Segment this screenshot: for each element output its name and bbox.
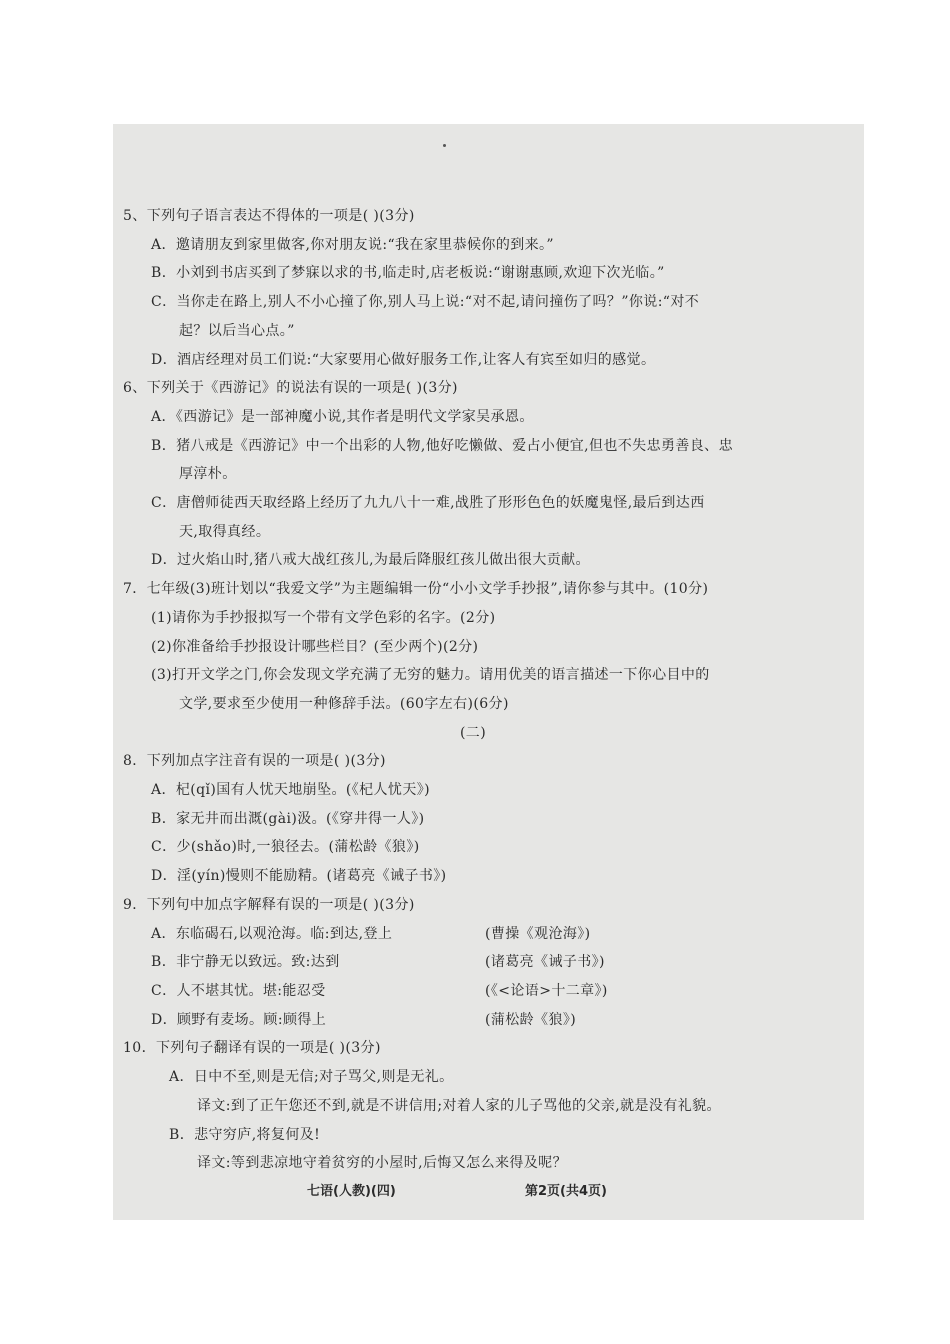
q9-b-text: B．非宁静无以致远。致:达到	[151, 954, 340, 971]
q9-a-source: (曹操《观沧海》)	[485, 925, 591, 942]
q7-part-1: (1)请你为手抄报拟写一个带有文学色彩的名字。(2分)	[151, 609, 496, 626]
q9-c-source: (《<论语>十二章》)	[485, 982, 608, 999]
q10-option-a-translation: 译文:到了正午您还不到,就是不讲信用;对着人家的儿子骂他的父亲,就是没有礼貌。	[197, 1097, 721, 1114]
speck	[443, 144, 446, 147]
q9-d-source: (蒲松龄《狼》)	[485, 1011, 577, 1028]
q5-option-d: D．酒店经理对员工们说:“大家要用心做好服务工作,让客人有宾至如归的感觉。	[151, 351, 656, 368]
question-10: 10．下列句子翻译有误的一项是( )(3分)	[123, 1040, 381, 1057]
q6-option-c: C．唐僧师徒西天取经路上经历了九九八十一难,战胜了形形色色的妖魔鬼怪,最后到达西	[151, 495, 705, 512]
q9-c-text: C．人不堪其忧。堪:能忍受	[151, 982, 326, 999]
q9-d-text: D．顾野有麦场。顾:顾得上	[151, 1011, 327, 1028]
q10-option-a: A．日中不至,则是无信;对子骂父,则是无礼。	[169, 1069, 454, 1086]
question-8: 8．下列加点字注音有误的一项是( )(3分)	[123, 753, 386, 770]
q6-option-b: B．猪八戒是《西游记》中一个出彩的人物,他好吃懒做、爱占小便宜,但也不失忠勇善良、忠	[151, 437, 733, 454]
q5-option-c-cont: 起？以后当心点。”	[179, 322, 295, 339]
q8-option-d: D．淫(yín)慢则不能励精。(诸葛亮《诫子书》)	[151, 868, 447, 885]
q6-option-a: A．《西游记》是一部神魔小说,其作者是明代文学家吴承恩。	[151, 408, 534, 425]
q6-option-c-cont: 天,取得真经。	[179, 523, 271, 540]
q9-option-c	[123, 977, 823, 1006]
q7-part-2: (2)你准备给手抄报设计哪些栏目？(至少两个)(2分)	[151, 638, 479, 655]
q7-part-3: (3)打开文学之门,你会发现文学充满了无穷的魅力。请用优美的语言描述一下你心目中的	[151, 667, 710, 684]
q6-option-d: D．过火焰山时,猪八戒大战红孩儿,为最后降服红孩儿做出很大贡献。	[151, 552, 590, 569]
q9-a-text: A．东临碣石,以观沧海。临:到达,登上	[151, 925, 393, 942]
q5-option-a: A．邀请朋友到家里做客,你对朋友说:“我在家里恭候你的到来。”	[151, 236, 554, 253]
q9-option-a	[123, 920, 823, 949]
q9-b-source: (诸葛亮《诫子书》)	[485, 954, 605, 971]
q9-option-d	[123, 1006, 823, 1035]
q8-option-c: C．少(shǎo)时,一狼径去。(蒲松龄《狼》)	[151, 839, 420, 856]
question-5: 5、下列句子语言表达不得体的一项是( )(3分)	[123, 208, 415, 224]
footer-page-number: 第2页(共4页)	[525, 1184, 607, 1199]
q7-part-3-cont: 文学,要求至少使用一种修辞手法。(60字左右)(6分)	[179, 695, 509, 712]
question-7: 7．七年级(3)班计划以“我爱文学”为主题编辑一份“小小文学手抄报”,请你参与其中。(10分)	[123, 581, 709, 598]
q8-option-b: B．家无井而出溉(gài)汲。(《穿井得一人》)	[151, 810, 425, 827]
q5-option-c: C．当你走在路上,别人不小心撞了你,别人马上说:“对不起,请问撞伤了吗？”你说:“对不	[151, 294, 700, 311]
q5-option-b: B．小刘到书店买到了梦寐以求的书,临走时,店老板说:“谢谢惠顾,欢迎下次光临。”	[151, 265, 665, 282]
q8-option-a: A．杞(qǐ)国有人忧天地崩坠。(《杞人忧天》)	[151, 782, 430, 799]
q6-option-b-cont: 厚淳朴。	[179, 466, 237, 483]
footer-subject: 七语(人教)(四)	[307, 1184, 396, 1199]
question-6: 6、下列关于《西游记》的说法有误的一项是( )(3分)	[123, 380, 458, 397]
question-9: 9．下列句中加点字解释有误的一项是( )(3分)	[123, 896, 415, 913]
scanned-page	[113, 124, 864, 1220]
q10-option-b-translation: 译文:等到悲凉地守着贫穷的小屋时,后悔又怎么来得及呢？	[197, 1155, 567, 1172]
section-heading: (二)	[459, 724, 487, 741]
q9-option-b	[123, 948, 823, 977]
exam-content	[123, 202, 823, 1178]
q10-option-b: B．悲守穷庐,将复何及!	[169, 1126, 321, 1143]
